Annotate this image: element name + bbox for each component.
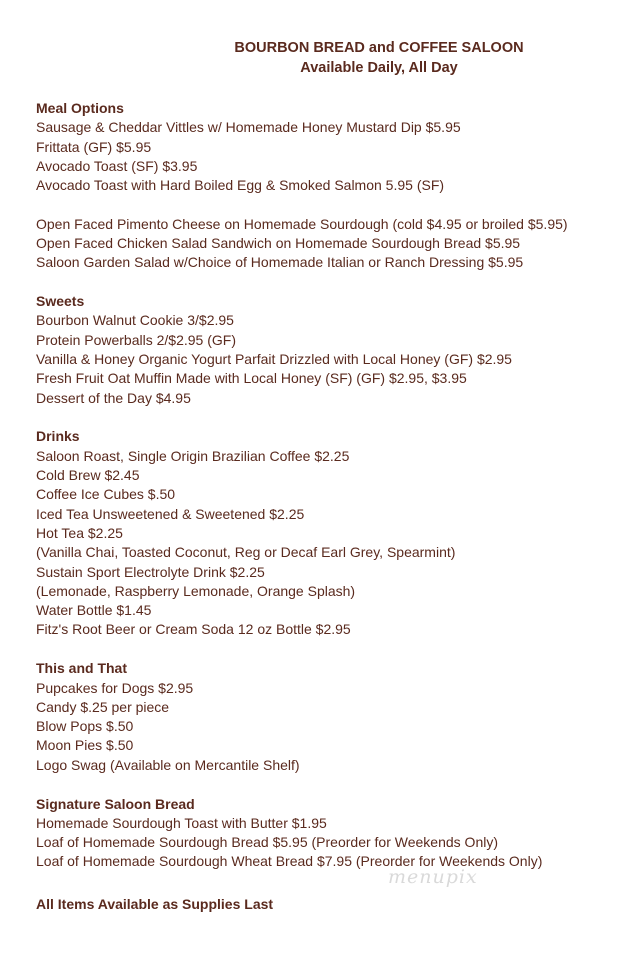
menu-item: Vanilla & Honey Organic Yogurt Parfait Drizzled with Local Honey (GF) $2.95: [36, 351, 512, 368]
menu-item: Fresh Fruit Oat Muffin Made with Local Honey (SF) (GF) $2.95, $3.95: [36, 370, 467, 387]
menu-item: Fitz's Root Beer or Cream Soda 12 oz Bottle $2.95: [36, 621, 351, 638]
menu-item: Sausage & Cheddar Vittles w/ Homemade Honey Mustard Dip $5.95: [36, 119, 461, 136]
menu-item: Sustain Sport Electrolyte Drink $2.25: [36, 563, 265, 580]
menu-item: Protein Powerballs 2/$2.95 (GF): [36, 331, 236, 348]
section-title: Signature Saloon Bread: [36, 795, 195, 812]
section-title: Drinks: [36, 428, 80, 445]
menu-item: Logo Swag (Available on Mercantile Shelf): [36, 756, 300, 773]
menu-item: Water Bottle $1.45: [36, 602, 152, 619]
menu-section: [36, 292, 616, 408]
menu-section: [36, 427, 616, 639]
menu-item: Saloon Roast, Single Origin Brazilian Coffee $2.25: [36, 447, 350, 464]
menu-item: Coffee Ice Cubes $.50: [36, 486, 176, 503]
menu-item: Open Faced Pimento Cheese on Homemade Sourdough (cold $4.95 or broiled $5.95): [36, 215, 568, 232]
menu-item: Candy $.25 per piece: [36, 698, 170, 715]
section-title: Meal Options: [36, 100, 124, 116]
menu-item: Cold Brew $2.45: [36, 467, 140, 484]
menu-item: Homemade Sourdough Toast with Butter $1.95: [36, 814, 327, 831]
menu-item: Frittata (GF) $5.95: [36, 138, 152, 155]
menu-section: [36, 99, 616, 273]
menu-body: [36, 99, 616, 891]
menu-item: Moon Pies $.50: [36, 737, 134, 754]
menu-subtitle: Available Daily, All Day: [300, 60, 458, 76]
menu-item: Blow Pops $.50: [36, 718, 134, 735]
menu-item: Saloon Garden Salad w/Choice of Homemade Italian or Ranch Dressing $5.95: [36, 254, 524, 271]
menu-item: Open Faced Chicken Salad Sandwich on Homemade Sourdough Bread $5.95: [36, 235, 521, 252]
menu-title: BOURBON BREAD and COFFEE SALOON: [234, 40, 524, 56]
watermark-logo: menupix: [388, 866, 478, 888]
menu-item: Pupcakes for Dogs $2.95: [36, 679, 194, 696]
menu-item: (Lemonade, Raspberry Lemonade, Orange Splash): [36, 582, 356, 599]
menu-section: [36, 795, 616, 872]
menu-item: Bourbon Walnut Cookie 3/$2.95: [36, 312, 234, 329]
menu-section: [36, 659, 616, 775]
menu-item: Dessert of the Day $4.95: [36, 389, 191, 406]
section-title: Sweets: [36, 293, 85, 310]
menu-header: [0, 38, 622, 78]
menu-item: Loaf of Homemade Sourdough Wheat Bread $7.95 (Preorder for Weekends Only): [36, 853, 543, 870]
group-spacer: [36, 195, 616, 214]
menu-item: Loaf of Homemade Sourdough Bread $5.95 (Preorder for Weekends Only): [36, 834, 498, 851]
menu-item: Hot Tea $2.25: [36, 524, 123, 541]
menu-item: Iced Tea Unsweetened & Sweetened $2.25: [36, 505, 305, 522]
menu-item: Avocado Toast with Hard Boiled Egg & Smoked Salmon 5.95 (SF): [36, 177, 445, 194]
menu-item: Avocado Toast (SF) $3.95: [36, 157, 198, 174]
menu-item: (Vanilla Chai, Toasted Coconut, Reg or Decaf Earl Grey, Spearmint): [36, 544, 456, 561]
section-title: This and That: [36, 660, 127, 677]
menu-footer: All Items Available as Supplies Last: [36, 896, 274, 912]
